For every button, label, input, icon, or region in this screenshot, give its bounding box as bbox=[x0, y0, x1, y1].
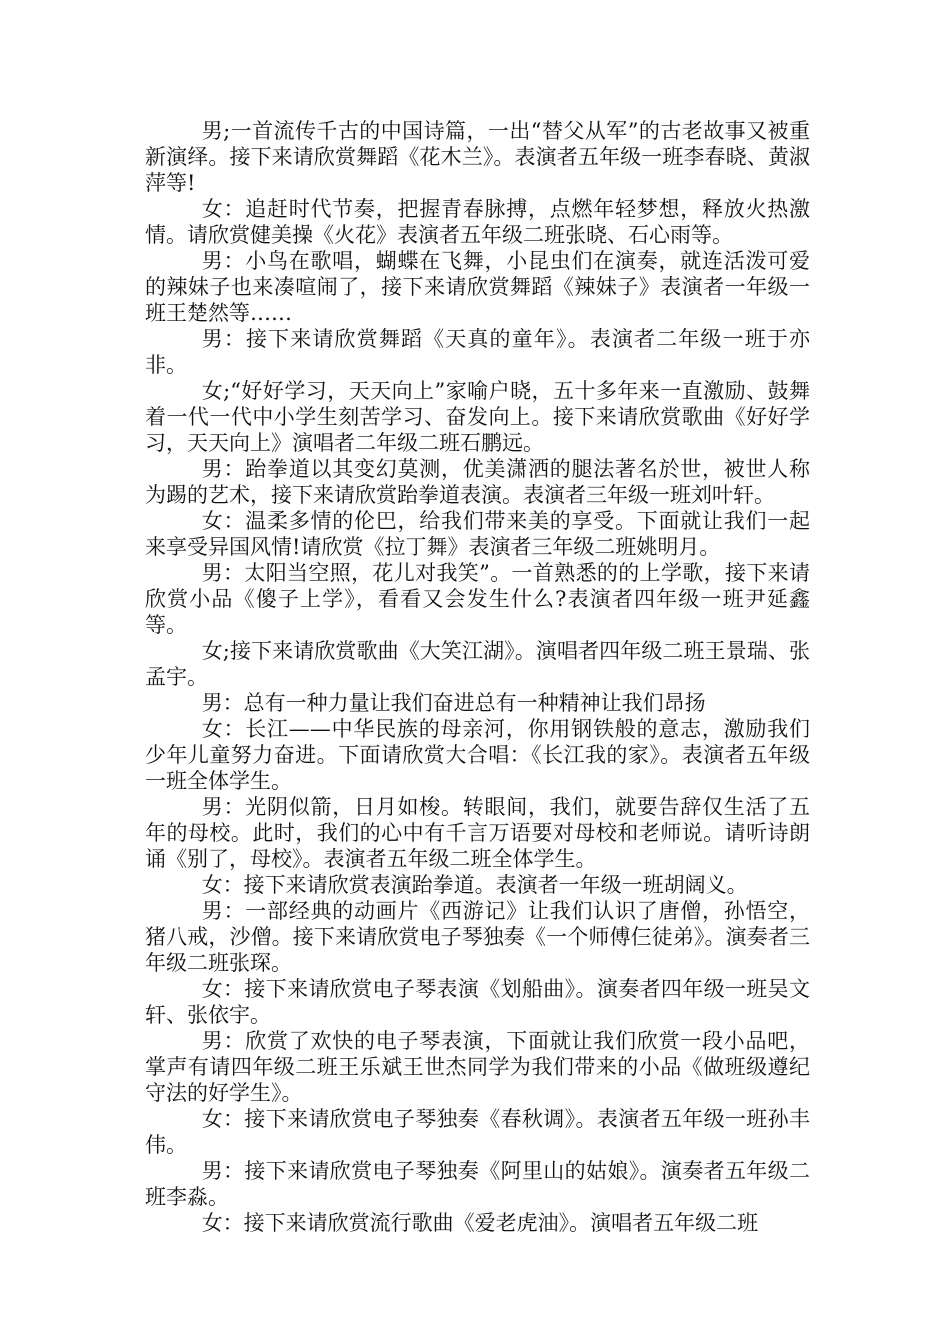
paragraph-8: 男：太阳当空照，花儿对我笑”。一首熟悉的的上学歌，接下来请欣赏小品《傻子上学》，看看又会发生什么?表演者四年级一班尹延鑫等。 bbox=[145, 561, 810, 637]
paragraph-12: 男：光阴似箭，日月如梭。转眼间，我们，就要告辞仅生活了五年的母校。此时，我们的心中有千言万语要对母校和老师说。请听诗朗诵《别了，母校》。表演者五年级二班全体学生。 bbox=[145, 795, 810, 871]
document-body bbox=[145, 118, 810, 1236]
paragraph-4: 男：接下来请欣赏舞蹈《天真的童年》。表演者二年级一班于亦非。 bbox=[145, 327, 810, 377]
paragraph-13: 女：接下来请欣赏表演跆拳道。表演者一年级一班胡阔义。 bbox=[201, 873, 748, 897]
paragraph-16: 男：欣赏了欢快的电子琴表演，下面就让我们欣赏一段小品吧，掌声有请四年级二班王乐斌王世杰同学为我们带来的小品《做班级遵纪守法的好学生》。 bbox=[145, 1029, 810, 1105]
paragraph-6: 男：跆拳道以其变幻莫测，优美潇洒的腿法著名於世，被世人称为踢的艺术，接下来请欣赏跆拳道表演。表演者三年级一班刘叶轩。 bbox=[145, 457, 810, 507]
paragraph-5: 女;“好好学习，天天向上”家喻户晓，五十多年来一直激励、鼓舞着一代一代中小学生刻苦学习、奋发向上。接下来请欣赏歌曲《好好学习，天天向上》演唱者二年级二班石鹏远。 bbox=[145, 379, 810, 455]
paragraph-11: 女：长江——中华民族的母亲河，你用钢铁般的意志，激励我们少年儿童努力奋进。下面请欣赏大合唱：《长江我的家》。表演者五年级一班全体学生。 bbox=[145, 717, 810, 793]
paragraph-18: 男：接下来请欣赏电子琴独奏《阿里山的姑娘》。演奏者五年级二班李淼。 bbox=[145, 1159, 810, 1209]
paragraph-3: 男：小鸟在歌唱，蝴蝶在飞舞，小昆虫们在演奏，就连活泼可爱的辣妹子也来凑喧闹了，接下来请欣赏舞蹈《辣妹子》表演者一年级一班王楚然等…… bbox=[145, 249, 810, 325]
paragraph-19: 女：接下来请欣赏流行歌曲《爱老虎油》。演唱者五年级二班 bbox=[201, 1211, 759, 1235]
paragraph-9: 女;接下来请欣赏歌曲《大笑江湖》。演唱者四年级二班王景瑞、张孟宇。 bbox=[145, 639, 810, 689]
paragraph-2: 女：追赶时代节奏，把握青春脉搏，点燃年轻梦想，释放火热激情。请欣赏健美操《火花》表演者五年级二班张晓、石心雨等。 bbox=[145, 197, 810, 247]
paragraph-7: 女：温柔多情的伦巴，给我们带来美的享受。下面就让我们一起来享受异国风情!请欣赏《拉丁舞》表演者三年级二班姚明月。 bbox=[145, 509, 810, 559]
paragraph-17: 女：接下来请欣赏电子琴独奏《春秋调》。表演者五年级一班孙丰伟。 bbox=[145, 1107, 810, 1157]
paragraph-10: 男：总有一种力量让我们奋进总有一种精神让我们昂扬 bbox=[201, 691, 706, 715]
paragraph-15: 女：接下来请欣赏电子琴表演《划船曲》。演奏者四年级一班吴文轩、张依宇。 bbox=[145, 977, 810, 1027]
paragraph-1: 男;一首流传千古的中国诗篇，一出“替父从军”的古老故事又被重新演绎。接下来请欣赏舞蹈《花木兰》。表演者五年级一班李春晓、黄淑萍等! bbox=[145, 119, 810, 195]
paragraph-14: 男：一部经典的动画片《西游记》让我们认识了唐僧，孙悟空，猪八戒，沙僧。接下来请欣赏电子琴独奏《一个师傅仨徒弟》。演奏者三年级二班张琛。 bbox=[145, 899, 810, 975]
